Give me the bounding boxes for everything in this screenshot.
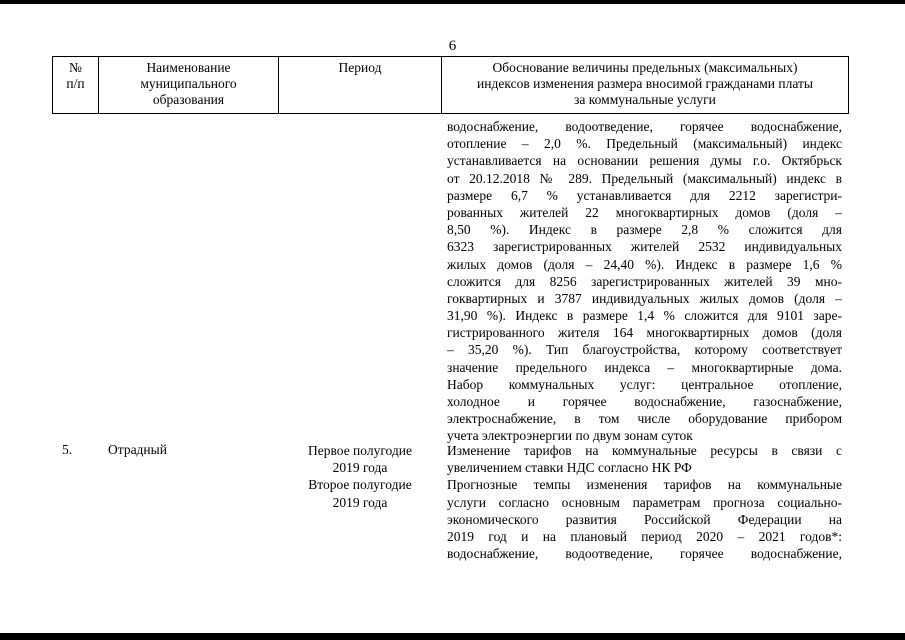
text-line: водоснабжение, водоотведение, горячее водоснабжение, [447,546,842,562]
text-line: Изменение тарифов на коммунальные ресурсы в связи с [447,443,842,458]
text-line: 31,90 %). Индекс в размере 1,4 % сложится для 9101 заре- [447,308,842,324]
header-col-municipality: Наименование муниципального образования [99,57,279,113]
text-line: устанавливается на основании решения думы г.о. Октябрьск [447,153,842,169]
text-line: услуги согласно основным параметрам прогноза социально- [447,494,842,510]
text-line: Набор коммунальных услуг: центральное отопление, [447,376,842,392]
text-line: – 35,20 %). Тип благоустройства, которому соответствует [447,342,842,358]
header-col-period: Период [279,57,442,113]
header-col-number: № п/п [53,57,99,113]
text-line: экономического развития Российской Федерации на [447,511,842,527]
header-col-basis: Обоснование величины предельных (максимальных) индексов изменения размера вносимой гражданами платы за коммунальные услуги [477,60,813,107]
text-line: значение предельного индекса – многоквартирные дома. [447,359,842,375]
text-line: жилых домов (доля – 24,40 %). Индекс в размере 1,6 % [447,256,842,272]
bottom-border-rule [0,633,905,640]
text-line: отопление – 2,0 %. Предельный (максимальный) индекс [447,136,842,152]
text-line: увеличением ставки НДС согласно НК РФ [447,460,692,476]
row-5-number: 5. [62,442,73,457]
text-line: 6323 зарегистрированных жителей 2532 индивидуальных [447,239,842,255]
text-line: гистрированного жителя 164 многоквартирных домов (доля [447,325,842,341]
text-line: 2019 год и на плановый период 2020 – 2021 годов*: [447,528,842,544]
row-5-municipality: Отрадный [108,442,167,457]
text-line: гоквартирных и 3787 индивидуальных жилых домов (доля – [447,290,842,306]
text-line: 8,50 %). Индекс в размере 2,8 % сложится для [447,222,842,238]
row-5-basis-text [447,442,842,562]
text-line: электроснабжение, в том числе оборудование прибором [447,411,842,427]
text-line: размере 6,7 % устанавливается для 2212 зарегистри- [447,187,842,203]
text-line: водоснабжение, водоотведение, горячее водоснабжение, [447,119,842,134]
text-line: холодное и горячее водоснабжение, газоснабжение, [447,394,842,409]
text-line: учета электроэнергии по двум зонам суток [447,428,693,444]
continuation-text [447,118,842,445]
page-number: 6 [448,38,457,54]
table-header [52,56,849,114]
row-5-period: Первое полугодие 2019 года Второе полугодие 2019 года [308,443,412,510]
text-line: сложится для 8256 зарегистрированных жителей 39 мно- [447,273,842,289]
text-line: рованных жителей 22 многоквартирных домов (доля – [447,204,842,220]
top-border-rule [0,0,905,4]
text-line: Прогнозные темпы изменения тарифов на коммунальные [447,477,842,493]
text-line: от 20.12.2018 № 289. Предельный (максимальный) индекс в [447,170,842,186]
